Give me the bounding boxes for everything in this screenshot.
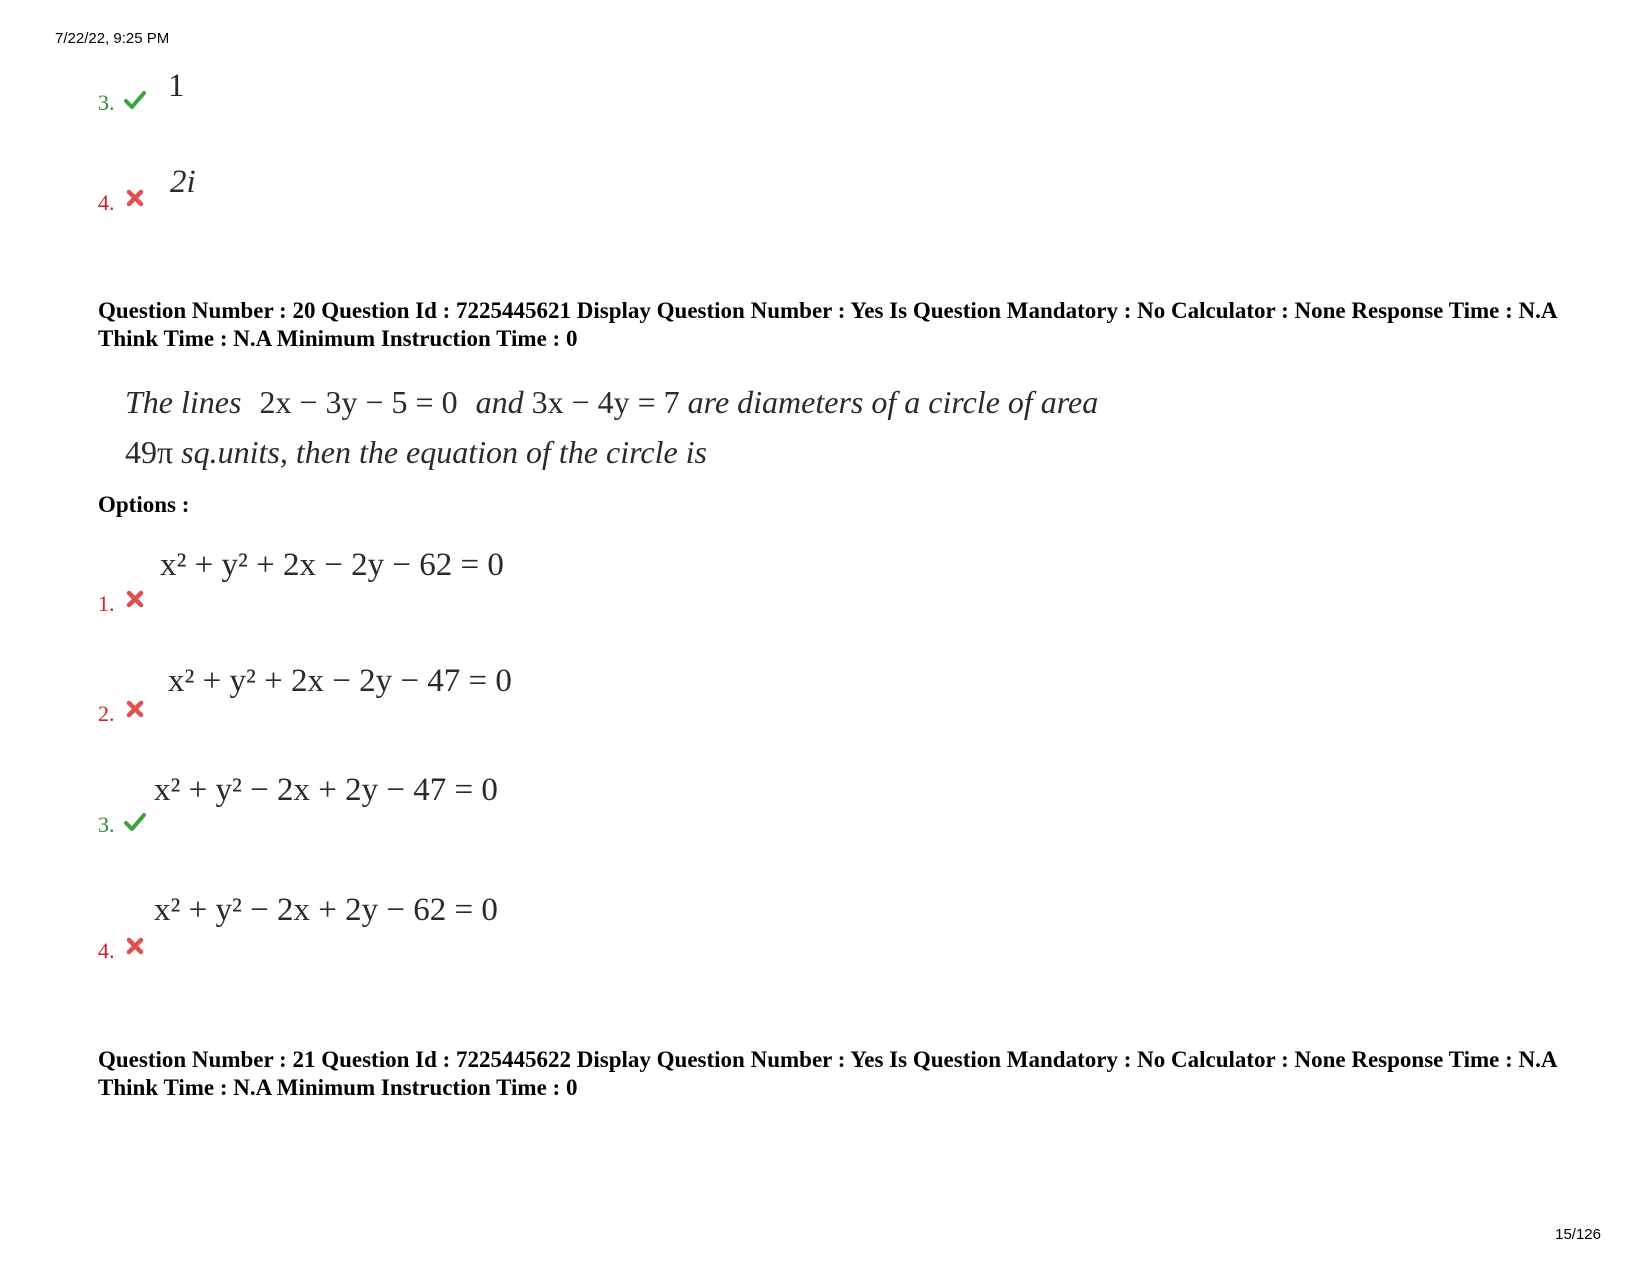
option-number: 2. bbox=[98, 701, 115, 726]
equation: 2x − 3y − 5 = 0 bbox=[259, 384, 458, 420]
question-text: sq.units, then the equation of the circle is bbox=[181, 434, 707, 470]
option-expression: x² + y² + 2x − 2y − 62 = 0 bbox=[160, 547, 504, 583]
print-timestamp: 7/22/22, 9:25 PM bbox=[55, 30, 170, 47]
option-expression: 1 bbox=[168, 68, 185, 104]
question-text: and bbox=[475, 384, 524, 420]
option-number: 4. bbox=[98, 938, 115, 963]
option-expression: 2i bbox=[170, 164, 196, 200]
check-icon bbox=[124, 90, 146, 110]
check-icon bbox=[124, 812, 146, 832]
equation: 49π bbox=[125, 434, 174, 470]
cross-icon bbox=[124, 589, 146, 609]
question-text-line bbox=[125, 384, 1098, 421]
cross-icon bbox=[124, 699, 146, 719]
page-number: 15/126 bbox=[1555, 1226, 1601, 1243]
question-text-line bbox=[125, 434, 707, 471]
option-expression: x² + y² − 2x + 2y − 62 = 0 bbox=[154, 892, 498, 928]
option-number: 1. bbox=[98, 591, 115, 616]
question-text: are diameters of a circle of area bbox=[687, 384, 1099, 420]
option-number: 4. bbox=[98, 190, 115, 215]
option-expression: x² + y² − 2x + 2y − 47 = 0 bbox=[154, 772, 498, 808]
cross-icon bbox=[124, 936, 146, 956]
question-meta: Question Number : 20 Question Id : 7225445621 Display Question Number : Yes Is Question Mandatory : No Calculator : None Response Time : N.A Think Time : N.A Minimum Instruction Time : 0 bbox=[98, 298, 1557, 351]
options-label: Options : bbox=[98, 492, 190, 517]
equation: 3x − 4y = 7 bbox=[531, 384, 680, 420]
option-expression: x² + y² + 2x − 2y − 47 = 0 bbox=[168, 663, 512, 699]
option-number: 3. bbox=[98, 90, 115, 115]
question-meta: Question Number : 21 Question Id : 7225445622 Display Question Number : Yes Is Question Mandatory : No Calculator : None Response Time : N.A Think Time : N.A Minimum Instruction Time : 0 bbox=[98, 1047, 1557, 1100]
option-number: 3. bbox=[98, 812, 115, 837]
cross-icon bbox=[124, 188, 146, 208]
question-text: The lines bbox=[125, 384, 242, 420]
